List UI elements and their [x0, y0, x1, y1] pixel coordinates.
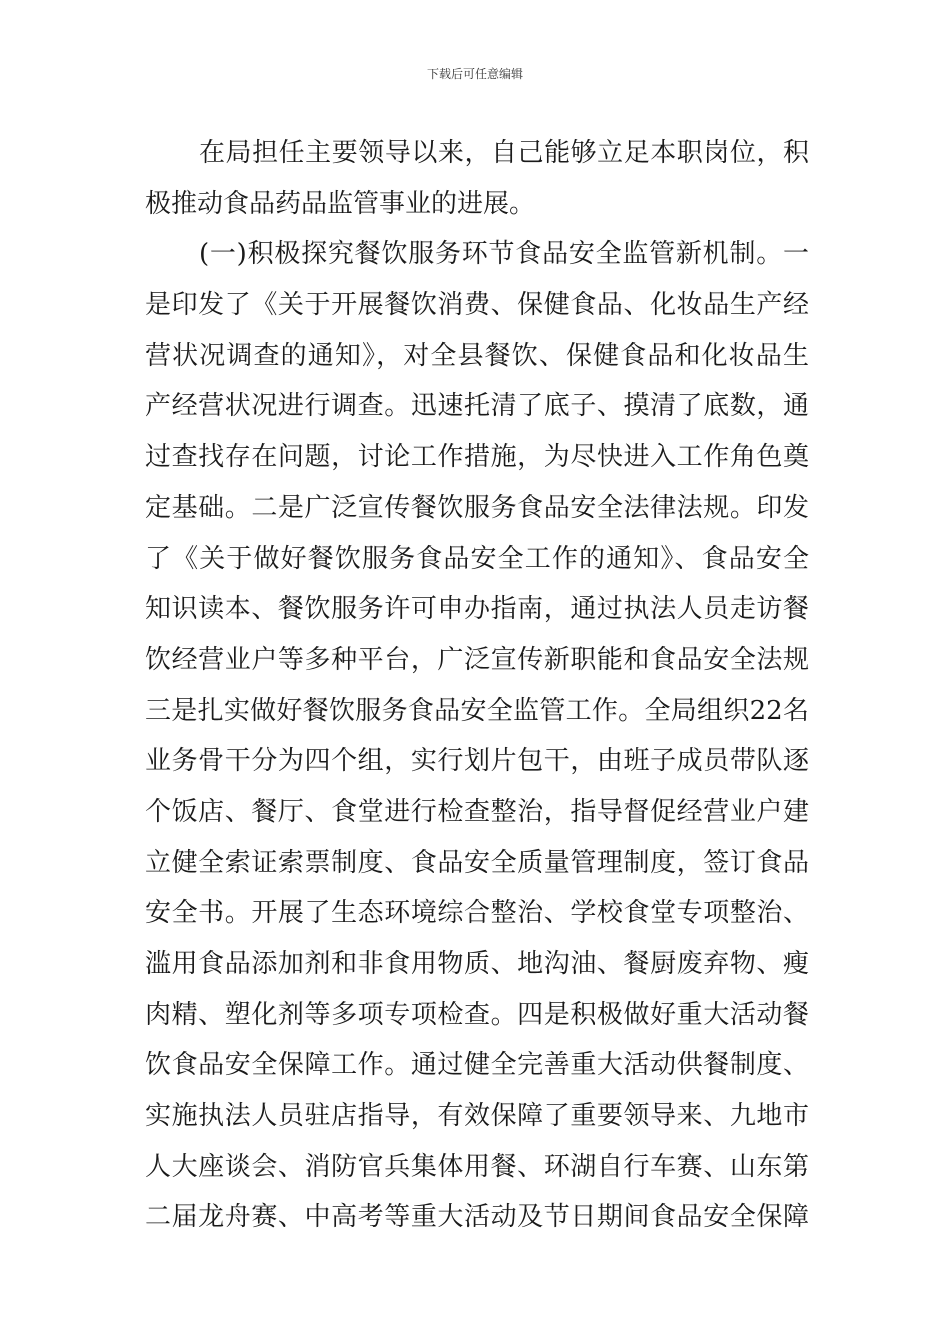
text-line: 饮食品安全保障工作。通过健全完善重大活动供餐制度、	[145, 1050, 809, 1081]
text-line: 实施执法人员驻店指导，有效保障了重要领导来、九地市	[145, 1101, 809, 1132]
paragraph-1	[145, 128, 809, 229]
text-line: 是印发了《关于开展餐饮消费、保健食品、化妆品生产经	[145, 290, 809, 321]
text-line: 肉精、塑化剂等多项专项检查。四是积极做好重大活动餐	[145, 999, 809, 1030]
text-line: 三是扎实做好餐饮服务食品安全监管工作。全局组织22名	[145, 695, 809, 726]
text-line: 知识读本、餐饮服务许可申办指南，通过执法人员走访餐	[145, 594, 809, 625]
text-line: 营状况调查的通知》，对全县餐饮、保健食品和化妆品生	[145, 340, 809, 371]
text-line: 产经营状况进行调查。迅速托清了底子、摸清了底数，通	[145, 391, 809, 422]
page-header-note: 下载后可任意编辑	[426, 67, 523, 81]
text-line: 立健全索证索票制度、食品安全质量管理制度，签订食品	[145, 847, 809, 878]
text-line: 极推动食品药品监管事业的进展。	[145, 188, 536, 219]
text-line: 个饭店、餐厅、食堂进行检查整治，指导督促经营业户建	[145, 796, 809, 827]
text-line: 过查找存在问题，讨论工作措施，为尽快进入工作角色奠	[145, 442, 809, 473]
text-line: 在局担任主要领导以来，自己能够立足本职岗位，积	[199, 138, 809, 168]
text-line: 业务骨干分为四个组，实行划片包干，由班子成员带队逐	[145, 746, 809, 777]
paragraph-2	[145, 229, 809, 1243]
text-line: 定基础。二是广泛宣传餐饮服务食品安全法律法规。印发	[145, 492, 809, 523]
text-line: 滥用食品添加剂和非食用物质、地沟油、餐厨废弃物、瘦	[145, 949, 809, 979]
text-line: 饮经营业户等多种平台，广泛宣传新职能和食品安全法规	[145, 644, 809, 675]
text-line: 安全书。开展了生态环境综合整治、学校食堂专项整治、	[145, 898, 809, 929]
text-line: 了《关于做好餐饮服务食品安全工作的通知》、食品安全	[145, 543, 809, 574]
text-line: (一)积极探究餐饮服务环节食品安全监管新机制。一	[199, 239, 809, 270]
document-body	[145, 128, 809, 1243]
text-line: 二届龙舟赛、中高考等重大活动及节日期间食品安全保障	[145, 1202, 809, 1233]
text-line: 人大座谈会、消防官兵集体用餐、环湖自行车赛、山东第	[145, 1151, 809, 1182]
